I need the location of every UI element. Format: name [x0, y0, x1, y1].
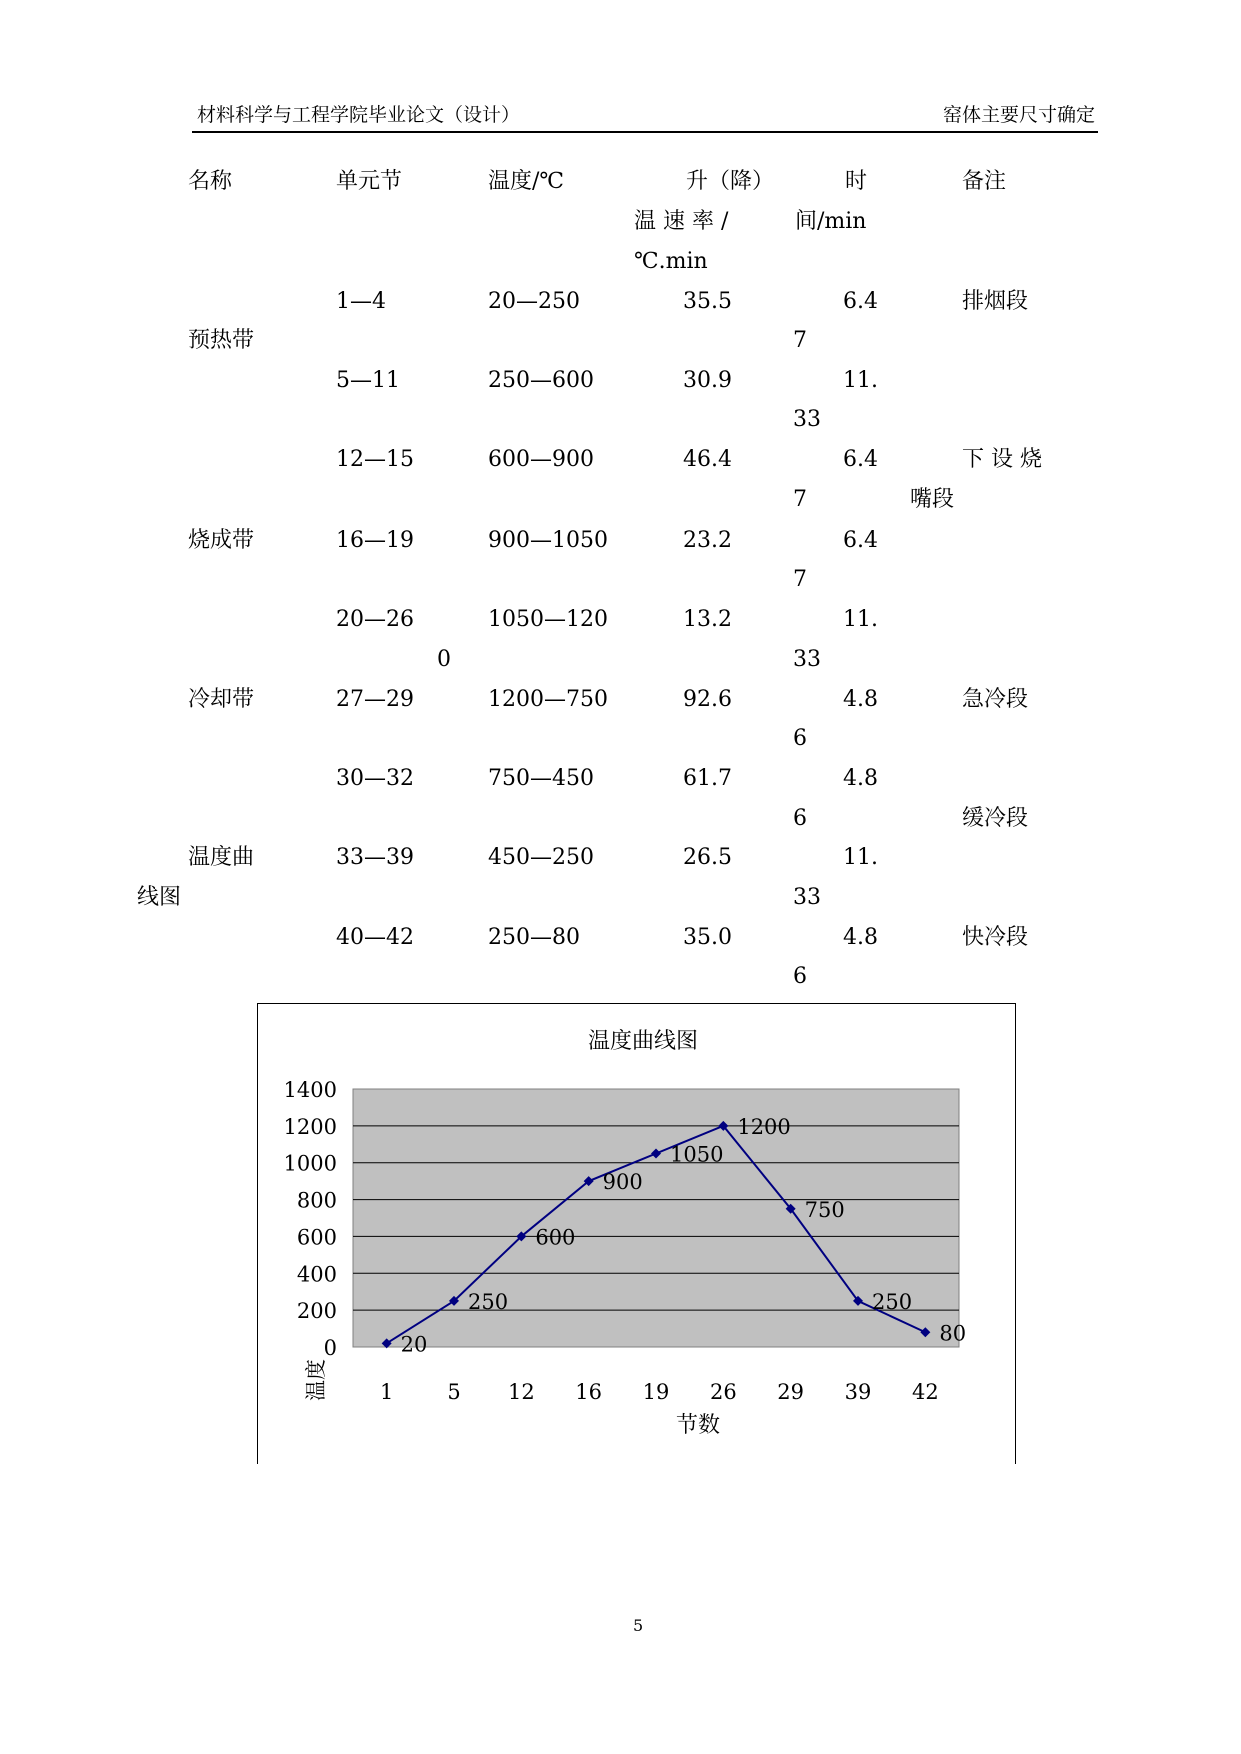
chart-title: 温度曲线图 [587, 1029, 699, 1054]
x-tick-29: 29 [777, 1380, 805, 1404]
data-label-1: 20 [400, 1332, 428, 1357]
row-5-temp-wrap: 0 [437, 647, 451, 672]
zone-curve-line1: 温度曲 [188, 845, 255, 870]
col-note: 备注 [962, 169, 1007, 194]
x-axis-label: 节数 [675, 1413, 721, 1438]
row-9-unit: 40—42 [336, 925, 414, 950]
row-2-temp: 250—600 [488, 368, 594, 393]
row-1-rate: 35.5 [683, 289, 732, 314]
row-5-time-wrap: 33 [793, 647, 821, 672]
row-9-note: 快冷段 [962, 925, 1029, 950]
row-3-rate: 46.4 [683, 447, 732, 472]
row-2-time-wrap: 33 [793, 407, 821, 432]
col-name: 名称 [188, 169, 233, 194]
row-6-time: 4.8 [843, 687, 878, 712]
row-1-temp: 20—250 [488, 289, 580, 314]
row-5-rate: 13.2 [683, 607, 732, 632]
col-rate-line2: 温 速 率 / [634, 209, 729, 234]
y-tick-labels [284, 1078, 337, 1360]
row-3-unit: 12—15 [336, 447, 414, 472]
row-5-unit: 20—26 [336, 607, 414, 632]
x-tick-16: 16 [575, 1380, 603, 1404]
row-9-rate: 35.0 [683, 925, 732, 950]
row-4-time-wrap: 7 [793, 567, 807, 592]
row-2-rate: 30.9 [683, 368, 732, 393]
row-1-unit: 1—4 [336, 289, 386, 314]
row-3-time: 6.4 [843, 447, 878, 472]
data-label-4: 900 [602, 1170, 643, 1195]
page-number: 5 [633, 1616, 644, 1635]
row-1-note: 排烟段 [962, 289, 1029, 314]
x-tick-26: 26 [709, 1380, 737, 1404]
col-temp: 温度/℃ [488, 169, 565, 194]
row-5-time: 11. [843, 607, 878, 632]
header-right: 窑体主要尺寸确定 [942, 104, 1095, 126]
row-7-temp: 750—450 [488, 766, 594, 791]
row-8-temp: 450—250 [488, 845, 594, 870]
row-4-unit: 16—19 [336, 528, 414, 553]
row-9-time-wrap: 6 [793, 964, 807, 989]
row-2-time: 11. [843, 368, 878, 393]
row-8-rate: 26.5 [683, 845, 732, 870]
data-label-9: 80 [939, 1321, 967, 1346]
zone-curve-line2: 线图 [137, 885, 182, 910]
x-tick-12: 12 [507, 1380, 535, 1404]
x-tick-39: 39 [844, 1380, 872, 1404]
row-7-unit: 30—32 [336, 766, 414, 791]
row-8-time: 11. [843, 845, 878, 870]
col-rate-line3: ℃.min [634, 249, 708, 274]
data-label-3: 600 [535, 1225, 576, 1250]
header-left: 材料科学与工程学院毕业论文（设计） [197, 104, 521, 126]
x-tick-labels [380, 1380, 939, 1404]
y-tick-1400: 1400 [283, 1078, 337, 1102]
zone-preheat: 预热带 [188, 328, 255, 353]
col-rate-line1: 升（降） [686, 169, 775, 194]
y-tick-1200: 1200 [283, 1114, 337, 1139]
data-label-6: 1200 [737, 1114, 791, 1139]
x-tick-19: 19 [642, 1380, 670, 1404]
chart-frame [257, 1003, 1016, 1464]
row-6-time-wrap: 6 [793, 726, 807, 751]
y-axis-label: 温度 [304, 1359, 328, 1401]
row-1-time-wrap: 7 [793, 328, 807, 353]
row-8-time-wrap: 33 [793, 885, 821, 910]
y-tick-400: 400 [296, 1262, 337, 1287]
row-9-temp: 250—80 [488, 925, 580, 950]
data-label-7: 750 [804, 1197, 845, 1222]
y-tick-0: 0 [323, 1336, 337, 1360]
data-label-2: 250 [468, 1289, 509, 1314]
row-3-note-wrap: 嘴段 [910, 487, 955, 512]
data-label-8: 250 [872, 1289, 913, 1314]
row-3-time-wrap: 7 [793, 487, 807, 512]
row-5-temp: 1050—120 [488, 607, 608, 632]
zone-firing: 烧成带 [188, 528, 255, 553]
col-time-line1: 时 [845, 169, 868, 194]
col-unit: 单元节 [336, 169, 403, 194]
row-4-rate: 23.2 [683, 528, 732, 553]
row-2-unit: 5—11 [336, 368, 400, 393]
row-7-note: 缓冷段 [962, 806, 1029, 831]
y-tick-1000: 1000 [283, 1151, 337, 1176]
row-4-time: 6.4 [843, 528, 878, 553]
row-1-time: 6.4 [843, 289, 878, 314]
row-8-unit: 33—39 [336, 845, 414, 870]
temperature-line-chart [258, 1004, 1015, 1464]
row-7-time-wrap: 6 [793, 806, 807, 831]
y-tick-200: 200 [296, 1299, 337, 1324]
x-tick-5: 5 [447, 1380, 461, 1404]
row-9-time: 4.8 [843, 925, 878, 950]
row-7-time: 4.8 [843, 766, 878, 791]
data-label-5: 1050 [670, 1142, 724, 1167]
col-time-line2: 间/min [795, 209, 867, 234]
y-tick-800: 800 [296, 1188, 337, 1213]
row-3-temp: 600—900 [488, 447, 594, 472]
row-4-temp: 900—1050 [488, 528, 608, 553]
row-6-note: 急冷段 [962, 687, 1029, 712]
row-6-rate: 92.6 [683, 687, 732, 712]
row-3-note: 下 设 烧 [962, 447, 1042, 472]
x-tick-1: 1 [379, 1380, 394, 1404]
x-tick-42: 42 [911, 1380, 939, 1404]
header-rule [192, 131, 1098, 133]
row-6-unit: 27—29 [336, 687, 414, 712]
zone-cooling: 冷却带 [188, 687, 255, 712]
y-tick-600: 600 [296, 1225, 337, 1250]
row-7-rate: 61.7 [683, 766, 732, 791]
row-6-temp: 1200—750 [488, 687, 608, 712]
